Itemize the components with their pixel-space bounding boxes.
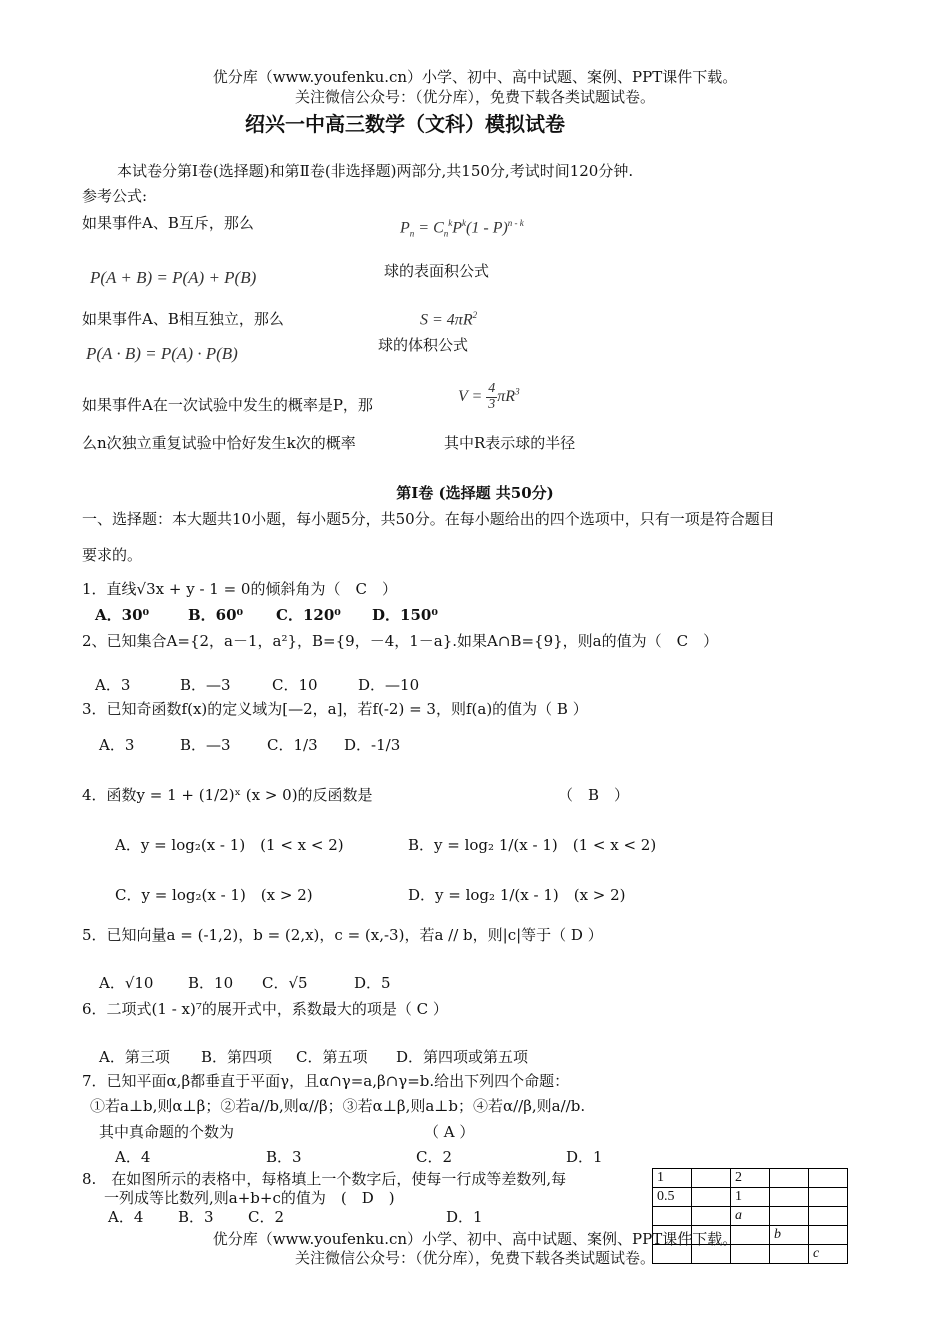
table-cell: 0.5 xyxy=(653,1188,692,1207)
q5-option-a: A．√10 xyxy=(99,974,154,992)
q4-option-b: B．y = log₂ 1/(x - 1) (1 < x < 2) xyxy=(408,836,657,854)
q7-propositions: ①若a⊥b,则α⊥β；②若a//b,则α//β；③若α⊥β,则a⊥b；④若α//β,则a//b. xyxy=(90,1097,586,1115)
q7-option-d: D．1 xyxy=(566,1148,603,1166)
q8-stem-2: 一列成等比数列,则a+b+c的值为 ( D ) xyxy=(104,1189,395,1207)
formula-indep: P(A · B) = P(A) · P(B) xyxy=(86,344,238,363)
site-header-line1: 优分库（www.youfenku.cn）小学、初中、高中试题、案例、PPT课件下载。 xyxy=(212,68,738,86)
site-header-line2: 关注微信公众号：（优分库），免费下载各类试题试卷。 xyxy=(294,88,655,106)
sphere-area-formula: $S = 4\pi R^2$ xyxy=(420,310,478,329)
q4-stem: 4．函数y = 1 + (1/2)ˣ (x > 0)的反函数是 xyxy=(82,786,373,804)
q4-option-a: A．y = log₂(x - 1) (1 < x < 2) xyxy=(115,836,344,854)
formulas-heading: 参考公式: xyxy=(82,187,148,205)
q6-stem: 6．二项式(1 - x)⁷的展开式中，系数最大的项是（ C ） xyxy=(82,1000,448,1018)
q3-option-d: D．-1/3 xyxy=(344,736,401,754)
table-cell xyxy=(692,1169,731,1188)
table-cell: 2 xyxy=(731,1169,770,1188)
q5-option-c: C．√5 xyxy=(262,974,308,992)
table-cell xyxy=(692,1188,731,1207)
intro-text: 本试卷分第Ⅰ卷(选择题)和第Ⅱ卷(非选择题)两部分,共150分,考试时间120分钟. xyxy=(117,162,634,180)
sphere-volume-label: 球的体积公式 xyxy=(378,336,469,354)
q7-option-c: C．2 xyxy=(416,1148,453,1166)
q7-option-a: A．4 xyxy=(115,1148,151,1166)
q6-option-a: A．第三项 xyxy=(99,1048,170,1066)
q2-stem: 2、已知集合A={2，a－1，a²}，B={9，－4，1－a}.如果A∩B={9}，则a的值为（ C ） xyxy=(82,632,719,650)
table-cell-a: a xyxy=(731,1207,770,1226)
q1-stem: 1．直线√3x + y - 1 = 0的倾斜角为（ C ） xyxy=(82,580,397,598)
q1-option-c: C．120⁰ xyxy=(276,606,341,624)
table-cell-c: c xyxy=(809,1245,848,1264)
prob-line1: 如果事件A在一次试验中发生的概率是P，那 xyxy=(82,396,373,414)
q7-answer: （ A ） xyxy=(424,1123,475,1141)
table-cell xyxy=(809,1188,848,1207)
q1-option-a: A．30⁰ xyxy=(95,606,150,624)
site-footer-line1: 优分库（www.youfenku.cn）小学、初中、高中试题、案例、PPT课件下载。 xyxy=(212,1230,738,1248)
q3-option-a: A．3 xyxy=(99,736,135,754)
table-cell xyxy=(770,1188,809,1207)
table-cell: 1 xyxy=(731,1188,770,1207)
q1-option-b: B．60⁰ xyxy=(188,606,244,624)
q3-option-c: C．1/3 xyxy=(267,736,318,754)
table-cell xyxy=(653,1207,692,1226)
q5-option-b: B．10 xyxy=(188,974,234,992)
table-cell xyxy=(809,1207,848,1226)
q2-option-d: D．—10 xyxy=(358,676,420,694)
table-cell xyxy=(770,1207,809,1226)
table-cell-b: b xyxy=(770,1226,809,1245)
q1-option-d: D．150⁰ xyxy=(372,606,438,624)
sphere-area-label: 球的表面积公式 xyxy=(384,262,490,280)
prob-line2: 么n次独立重复试验中恰好发生k次的概率 xyxy=(82,434,356,452)
table-cell xyxy=(809,1169,848,1188)
q5-option-d: D．5 xyxy=(354,974,391,992)
q3-option-b: B．—3 xyxy=(180,736,231,754)
section1-instructions-2: 要求的。 xyxy=(82,546,143,564)
section1-instructions: 一、选择题：本大题共10小题，每小题5分，共50分。在每小题给出的四个选项中，只有一项是符合题目 xyxy=(82,510,775,528)
q7-stem: 7．已知平面α,β都垂直于平面γ，且α∩γ=a,β∩γ=b.给出下列四个命题： xyxy=(82,1072,570,1090)
formula-mutex-label: 如果事件A、B互斥，那么 xyxy=(82,214,254,232)
q6-option-b: B．第四项 xyxy=(201,1048,273,1066)
section1-heading: 第Ⅰ卷 (选择题 共50分) xyxy=(396,484,554,502)
binomial-formula: $P_n = C_n^kP^k(1 - P)^{n - k}$ xyxy=(400,218,524,239)
table-cell xyxy=(692,1207,731,1226)
q8-option-c: C．2 xyxy=(248,1208,285,1226)
table-cell xyxy=(770,1169,809,1188)
table-cell: 1 xyxy=(653,1169,692,1188)
sphere-volume-formula: V = $\frac{4}{3}$ $\pi R^3$ xyxy=(458,381,520,412)
q2-option-a: A．3 xyxy=(95,676,131,694)
site-footer-line2: 关注微信公众号：（优分库），免费下载各类试题试卷。 xyxy=(294,1249,655,1267)
radius-note: 其中R表示球的半径 xyxy=(444,434,576,452)
q4-option-d: D．y = log₂ 1/(x - 1) (x > 2) xyxy=(408,886,626,904)
q5-stem: 5．已知向量a = (-1,2)，b = (2,x)，c = (x,-3)，若a // b，则|c|等于（ D ） xyxy=(82,926,603,944)
q6-option-d: D．第四项或第五项 xyxy=(396,1048,529,1066)
q4-option-c: C．y = log₂(x - 1) (x > 2) xyxy=(115,886,313,904)
q8-option-a: A．4 xyxy=(108,1208,144,1226)
q8-stem-1: 8. 在如图所示的表格中，每格填上一个数字后，使每一行成等差数列,每 xyxy=(82,1170,567,1188)
q2-option-b: B．—3 xyxy=(180,676,231,694)
page-title: 绍兴一中高三数学（文科）模拟试卷 xyxy=(245,112,565,136)
formula-mutex: P(A + B) = P(A) + P(B) xyxy=(90,268,257,287)
q6-option-c: C．第五项 xyxy=(296,1048,368,1066)
q8-option-b: B．3 xyxy=(178,1208,214,1226)
q8-option-d: D．1 xyxy=(446,1208,483,1226)
q7-option-b: B．3 xyxy=(266,1148,302,1166)
q7-ask: 其中真命题的个数为 xyxy=(99,1123,235,1141)
q2-option-c: C．10 xyxy=(272,676,318,694)
q4-answer: （ B ） xyxy=(558,786,630,804)
q3-stem: 3．已知奇函数f(x)的定义域为[—2，a]，若f(-2) = 3，则f(a)的值为（ B ） xyxy=(82,700,588,718)
formula-indep-label: 如果事件A、B相互独立，那么 xyxy=(82,310,284,328)
